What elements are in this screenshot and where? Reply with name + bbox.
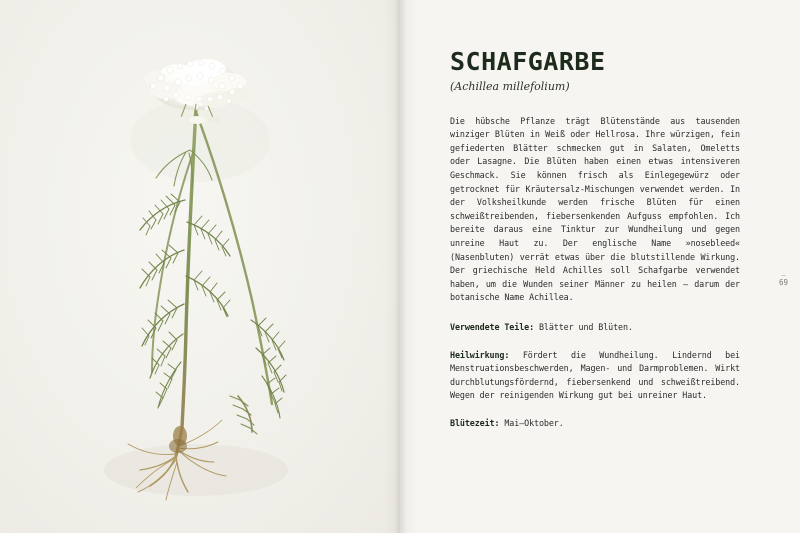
field-heilwirkung [450,349,740,403]
field-value-heilwirkung: Fördert die Wundheilung. Lindernd bei Menstruationsbeschwerden, Magen- und Darmproblemen. Wirkt durchblutungsfördernd, fiebersenkend und schweißtreibend. Wegen der reinigenden Wirkung gut bei unreiner Haut. [450,349,740,401]
page-number-value: 69 [778,278,788,288]
page-number-dash: — [781,271,786,279]
field-value-verwendete-teile: Blätter und Blüten. [534,322,633,333]
field-bluetezeit [450,417,740,431]
field-label-verwendete-teile: Verwendete Teile: [450,322,535,333]
latin-name: (Achillea millefolium) [450,79,570,93]
page-title: SCHAFGARBE [450,47,606,76]
field-label-bluetezeit: Blütezeit: [450,418,500,429]
description-paragraph: Die hübsche Pflanze trägt Blütenstände aus tausenden winziger Blüten in Weiß oder Hellrosa. Ihre würzigen, fein gefiederten Blätter schmecken gut in Salaten, Omeletts oder Lasagne. Die Blüten haben einen etwas intensiveren Geschmack. Sie können frisch als Einlegegewürz oder getrocknet für Kräutersalz-Mischungen verwendet werden. In der Volksheilkunde werden frische Blüten für einen schweißtreibenden, fiebersenkenden Aufguss empfohlen. Ich bereite daraus eine Tinktur zur Wundheilung und gegen unreine Haut zu. Der englische Name »nosebleed« (Nasenbluten) verrät etwas über die blutstillende Wirkung. Der griechische Held Achilles soll Schafgarbe verwendet haben, um die Wunden seiner Männer zu heilen – darum der botanische Name Achillea. [450,115,740,303]
page-number [779,272,788,288]
right-page-text [400,0,800,533]
field-verwendete-teile [450,321,740,335]
article-content [450,48,740,445]
field-label-heilwirkung: Heilwirkung: [450,349,510,360]
field-value-bluetezeit: Mai–Oktober. [499,418,564,429]
